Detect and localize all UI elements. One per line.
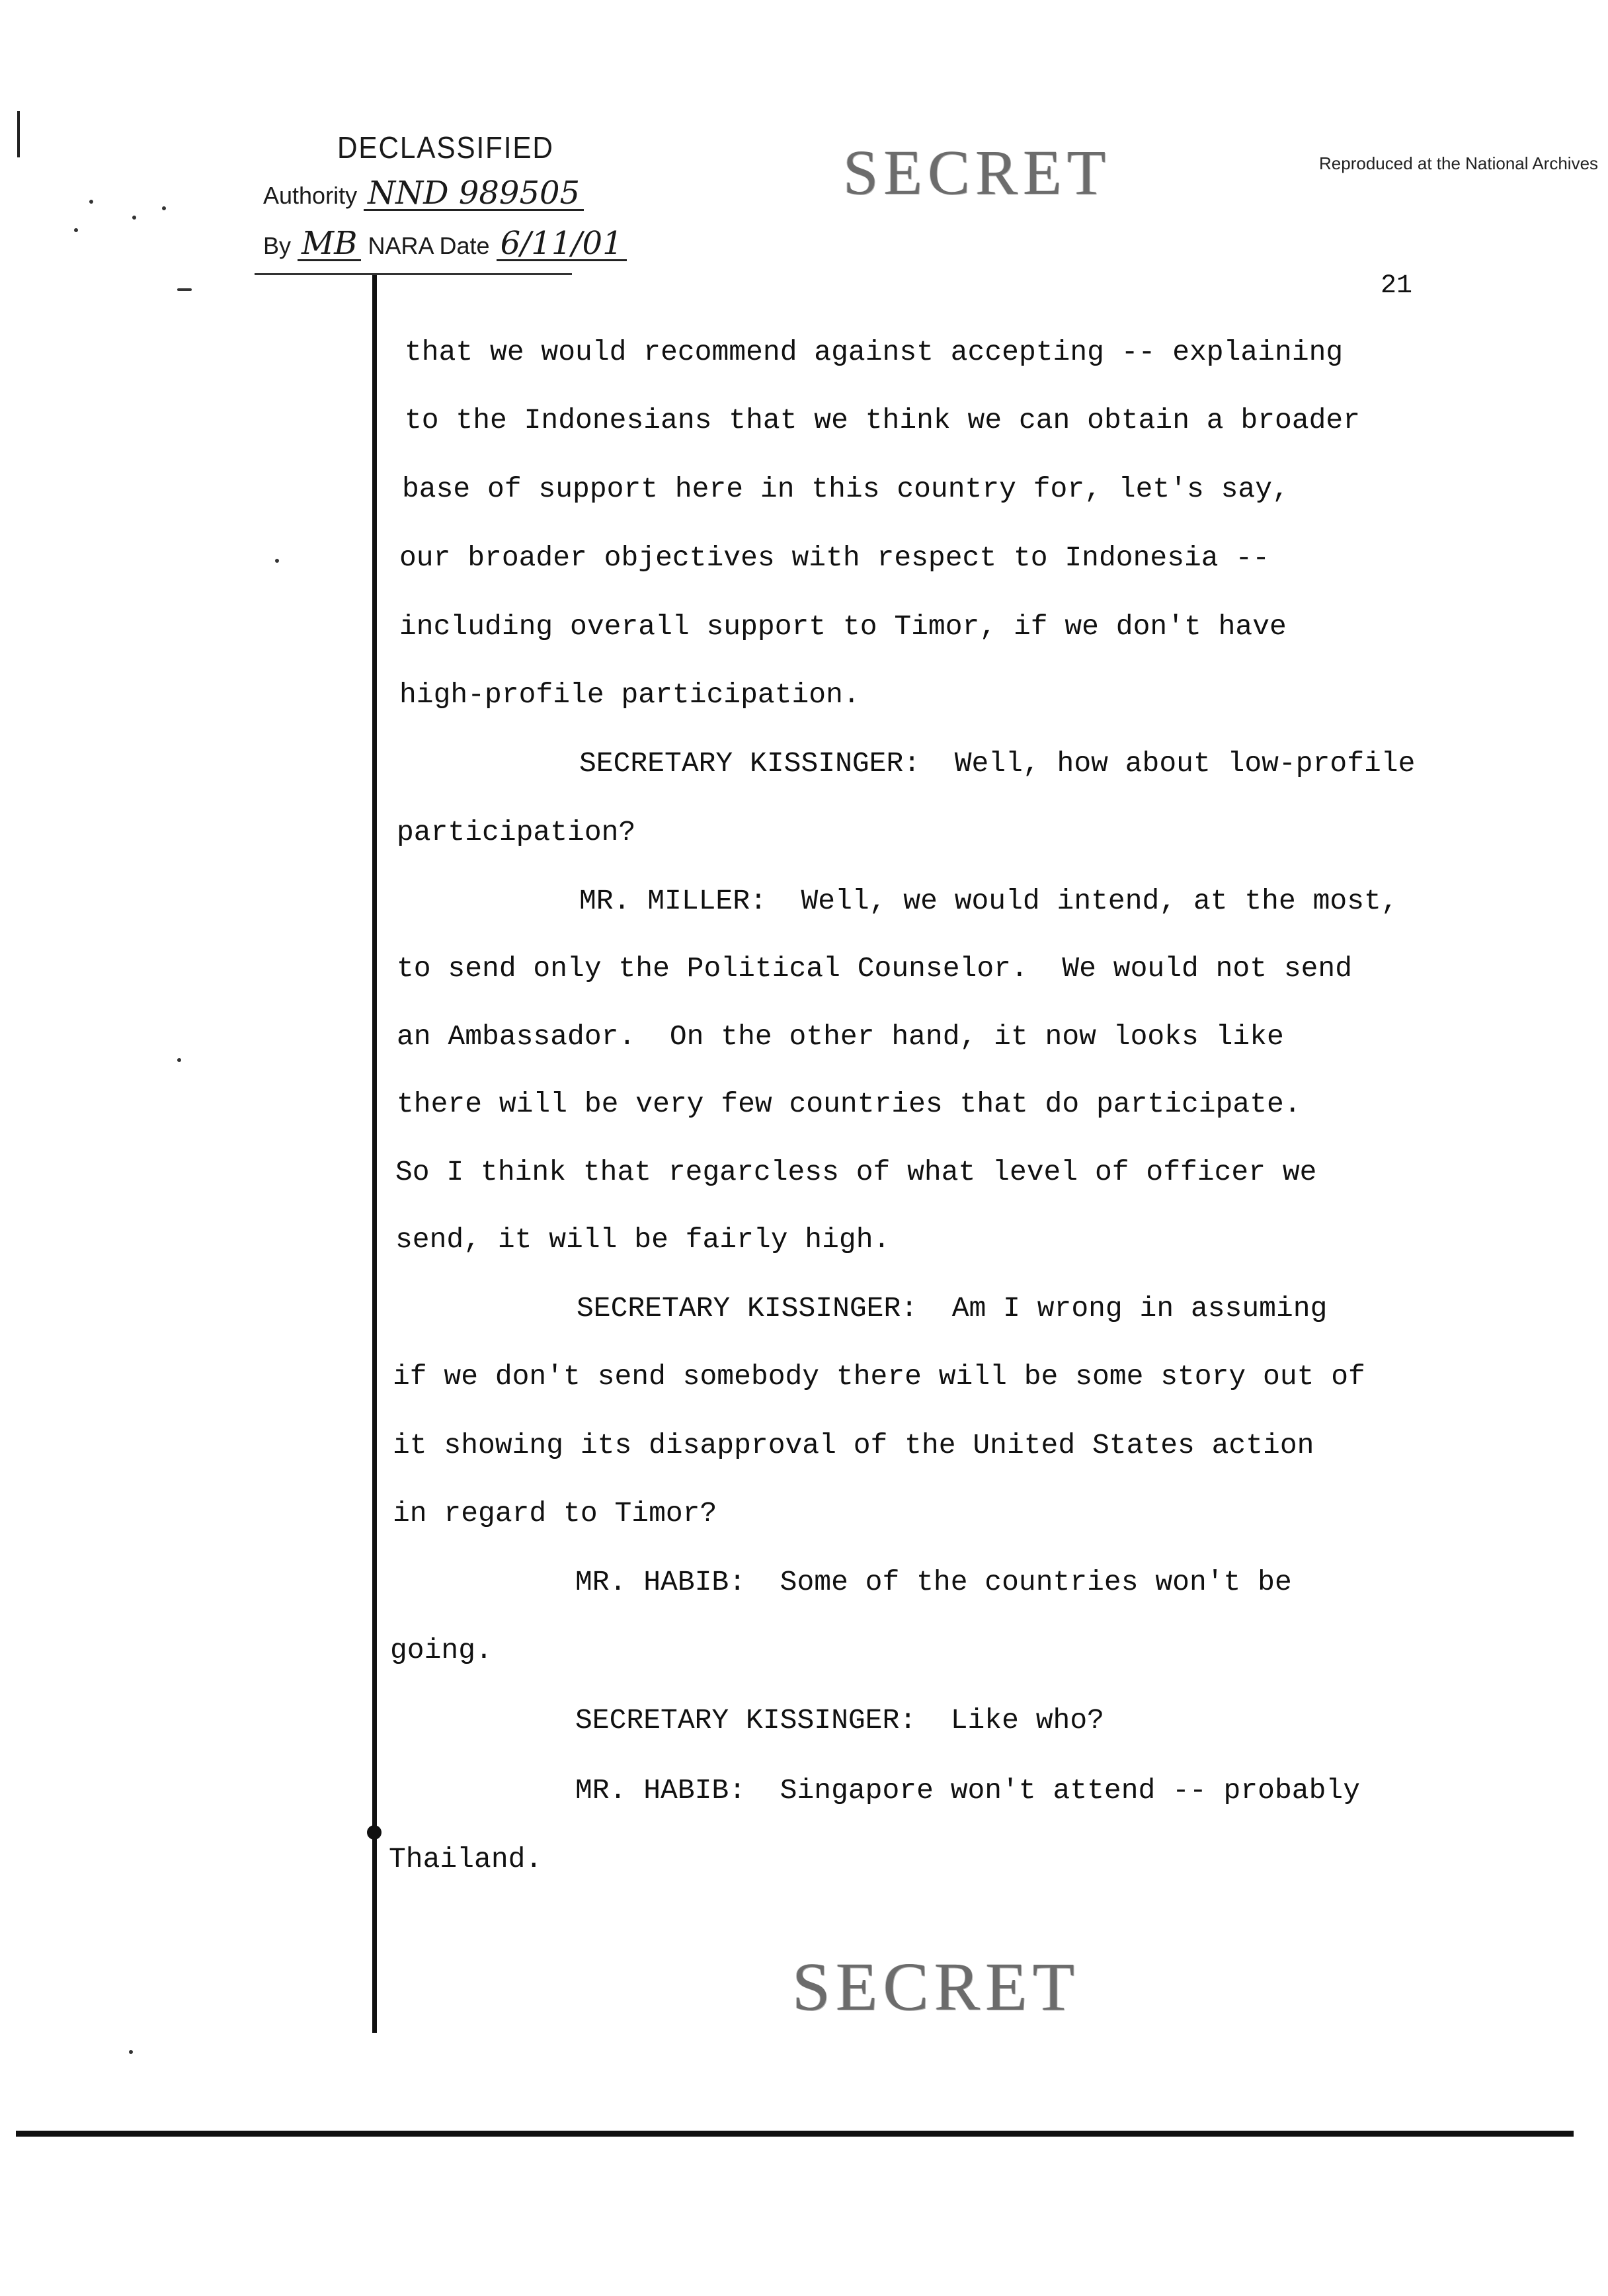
authority-value: NND 989505 (364, 177, 584, 211)
transcript-line: to send only the Political Counselor. We would not send (397, 952, 1353, 985)
nara-date-value: 6/11/01 (497, 227, 627, 261)
scan-speck (132, 216, 136, 220)
declassified-stamp-title: DECLASSIFIED (337, 130, 554, 165)
scan-speck (74, 228, 78, 232)
transcript-line: in regard to Timor? (393, 1497, 717, 1530)
transcript-line: there will be very few countries that do participate. (397, 1088, 1301, 1120)
nara-date-label: NARA Date (368, 232, 490, 259)
transcript-line: Thailand. (389, 1843, 543, 1875)
classification-stamp-top: SECRET (843, 137, 1111, 208)
declassified-authority-line (263, 177, 584, 211)
transcript-line: our broader objectives with respect to Indonesia -- (399, 542, 1270, 574)
margin-sideline-dot (367, 1825, 382, 1840)
bottom-border-line (16, 2131, 1574, 2137)
scan-speck (275, 559, 279, 563)
left-margin-mark (17, 111, 20, 157)
page-number: 21 (1381, 271, 1413, 301)
margin-sideline (372, 275, 377, 2033)
transcript-line: going. (390, 1634, 493, 1666)
transcript-line: So I think that regarcless of what level of officer we (395, 1156, 1317, 1188)
speaker-line: MR. HABIB: Singapore won't attend -- probably (575, 1774, 1360, 1807)
transcript-line: if we don't send somebody there will be some story out of (393, 1360, 1365, 1393)
scan-speck (129, 2050, 133, 2054)
scan-speck (177, 1058, 181, 1062)
scan-speck (162, 206, 166, 210)
transcript-line: an Ambassador. On the other hand, it now looks like (397, 1020, 1284, 1053)
stamp-underline (255, 273, 572, 275)
scan-speck (177, 288, 192, 291)
authority-label: Authority (263, 182, 358, 209)
transcript-line: that we would recommend against accepting -- explaining (405, 336, 1344, 368)
transcript-line: it showing its disapproval of the United States action (393, 1429, 1314, 1461)
declassified-by-line (263, 227, 627, 261)
transcript-line: send, it will be fairly high. (395, 1223, 891, 1256)
archive-reproduction-note: Reproduced at the National Archives (1319, 153, 1599, 173)
transcript-line: high-profile participation. (399, 678, 860, 711)
transcript-line: to the Indonesians that we think we can obtain a broader (405, 404, 1361, 436)
by-label: By (263, 232, 292, 259)
transcript-line: base of support here in this country for, let's say, (402, 473, 1289, 505)
speaker-line: MR. MILLER: Well, we would intend, at the most, (579, 885, 1398, 917)
transcript-line: participation? (397, 816, 636, 848)
classification-stamp-bottom: SECRET (792, 1949, 1080, 2025)
speaker-line: SECRETARY KISSINGER: Well, how about low-profile (579, 747, 1416, 780)
transcript-line: including overall support to Timor, if we don't have (399, 610, 1287, 643)
speaker-line: SECRETARY KISSINGER: Am I wrong in assuming (577, 1292, 1328, 1325)
speaker-line: SECRETARY KISSINGER: Like who? (575, 1704, 1104, 1737)
by-value: MB (298, 227, 361, 261)
scan-speck (89, 200, 93, 204)
speaker-line: MR. HABIB: Some of the countries won't be (575, 1566, 1292, 1598)
